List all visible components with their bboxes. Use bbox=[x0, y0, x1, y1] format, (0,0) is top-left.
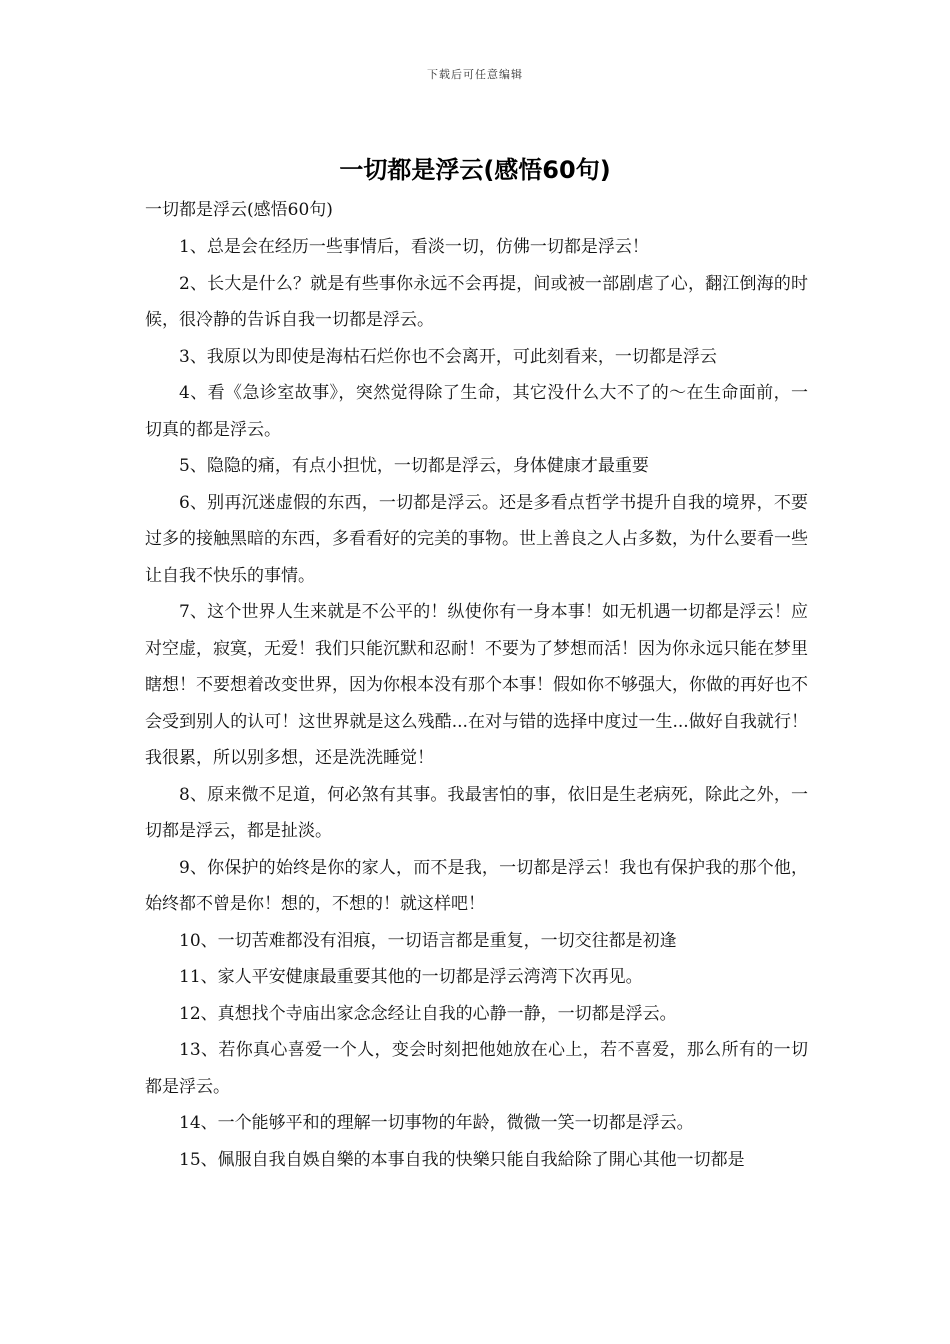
paragraph-15: 15、佩服自我自娛自樂的本事自我的快樂只能自我給除了開心其他一切都是 bbox=[179, 1149, 745, 1170]
document-subtitle: 一切都是浮云(感悟60句) bbox=[145, 200, 333, 220]
paragraph-10: 10、一切苦难都没有泪痕，一切语言都是重复，一切交往都是初逢 bbox=[179, 930, 677, 951]
paragraph-7: 7、这个世界人生来就是不公平的！纵使你有一身本事！如无机遇一切都是浮云！应对空虚，寂寞，无爱！我们只能沉默和忍耐！不要为了梦想而活！因为你永远只能在梦里瞎想！不要想着改变世界，因为你根本没有那个本事！假如你不够强大，你做的再好也不会受到别人的认可！这世界就是这么残酷...在对与错的选择中度过一生...做好自我就行！我很累，所以别多想，还是洗洗睡觉！ bbox=[145, 602, 808, 768]
paragraph-1: 1、总是会在经历一些事情后，看淡一切，仿佛一切都是浮云！ bbox=[179, 237, 649, 257]
paragraph-6: 6、别再沉迷虚假的东西，一切都是浮云。还是多看点哲学书提升自我的境界，不要过多的接触黑暗的东西，多看看好的完美的事物。世上善良之人占多数，为什么要看一些让自我不快乐的事情。 bbox=[145, 492, 808, 586]
paragraph-13: 13、若你真心喜爱一个人，变会时刻把他她放在心上，若不喜爱，那么所有的一切都是浮云。 bbox=[145, 1040, 808, 1097]
paragraph-8: 8、原来微不足道，何必煞有其事。我最害怕的事，依旧是生老病死，除此之外，一切都是浮云，都是扯淡。 bbox=[145, 784, 808, 841]
document-title: 一切都是浮云(感悟60句) bbox=[339, 156, 611, 184]
paragraph-5: 5、隐隐的痛，有点小担忧，一切都是浮云，身体健康才最重要 bbox=[179, 456, 649, 476]
paragraph-4: 4、看《急诊室故事》，突然觉得除了生命，其它没什么大不了的～在生命面前，一切真的都是浮云。 bbox=[145, 383, 808, 440]
header-note: 下载后可任意编辑 bbox=[427, 68, 523, 81]
paragraph-3: 3、我原以为即使是海枯石烂你也不会离开，可此刻看来，一切都是浮云 bbox=[179, 346, 717, 367]
paragraph-9: 9、你保护的始终是你的家人，而不是我，一切都是浮云！我也有保护我的那个他，始终都不曾是你！想的，不想的！就这样吧！ bbox=[145, 857, 808, 914]
paragraph-12: 12、真想找个寺庙出家念念经让自我的心静一静，一切都是浮云。 bbox=[179, 1003, 677, 1024]
paragraph-14: 14、一个能够平和的理解一切事物的年龄，微微一笑一切都是浮云。 bbox=[179, 1113, 694, 1133]
paragraph-11: 11、家人平安健康最重要其他的一切都是浮云湾湾下次再见。 bbox=[179, 967, 643, 987]
document-body bbox=[145, 196, 808, 1178]
paragraph-2: 2、长大是什么？就是有些事你永远不会再提，间或被一部剧虐了心，翻江倒海的时候，很冷静的告诉自我一切都是浮云。 bbox=[145, 273, 808, 330]
